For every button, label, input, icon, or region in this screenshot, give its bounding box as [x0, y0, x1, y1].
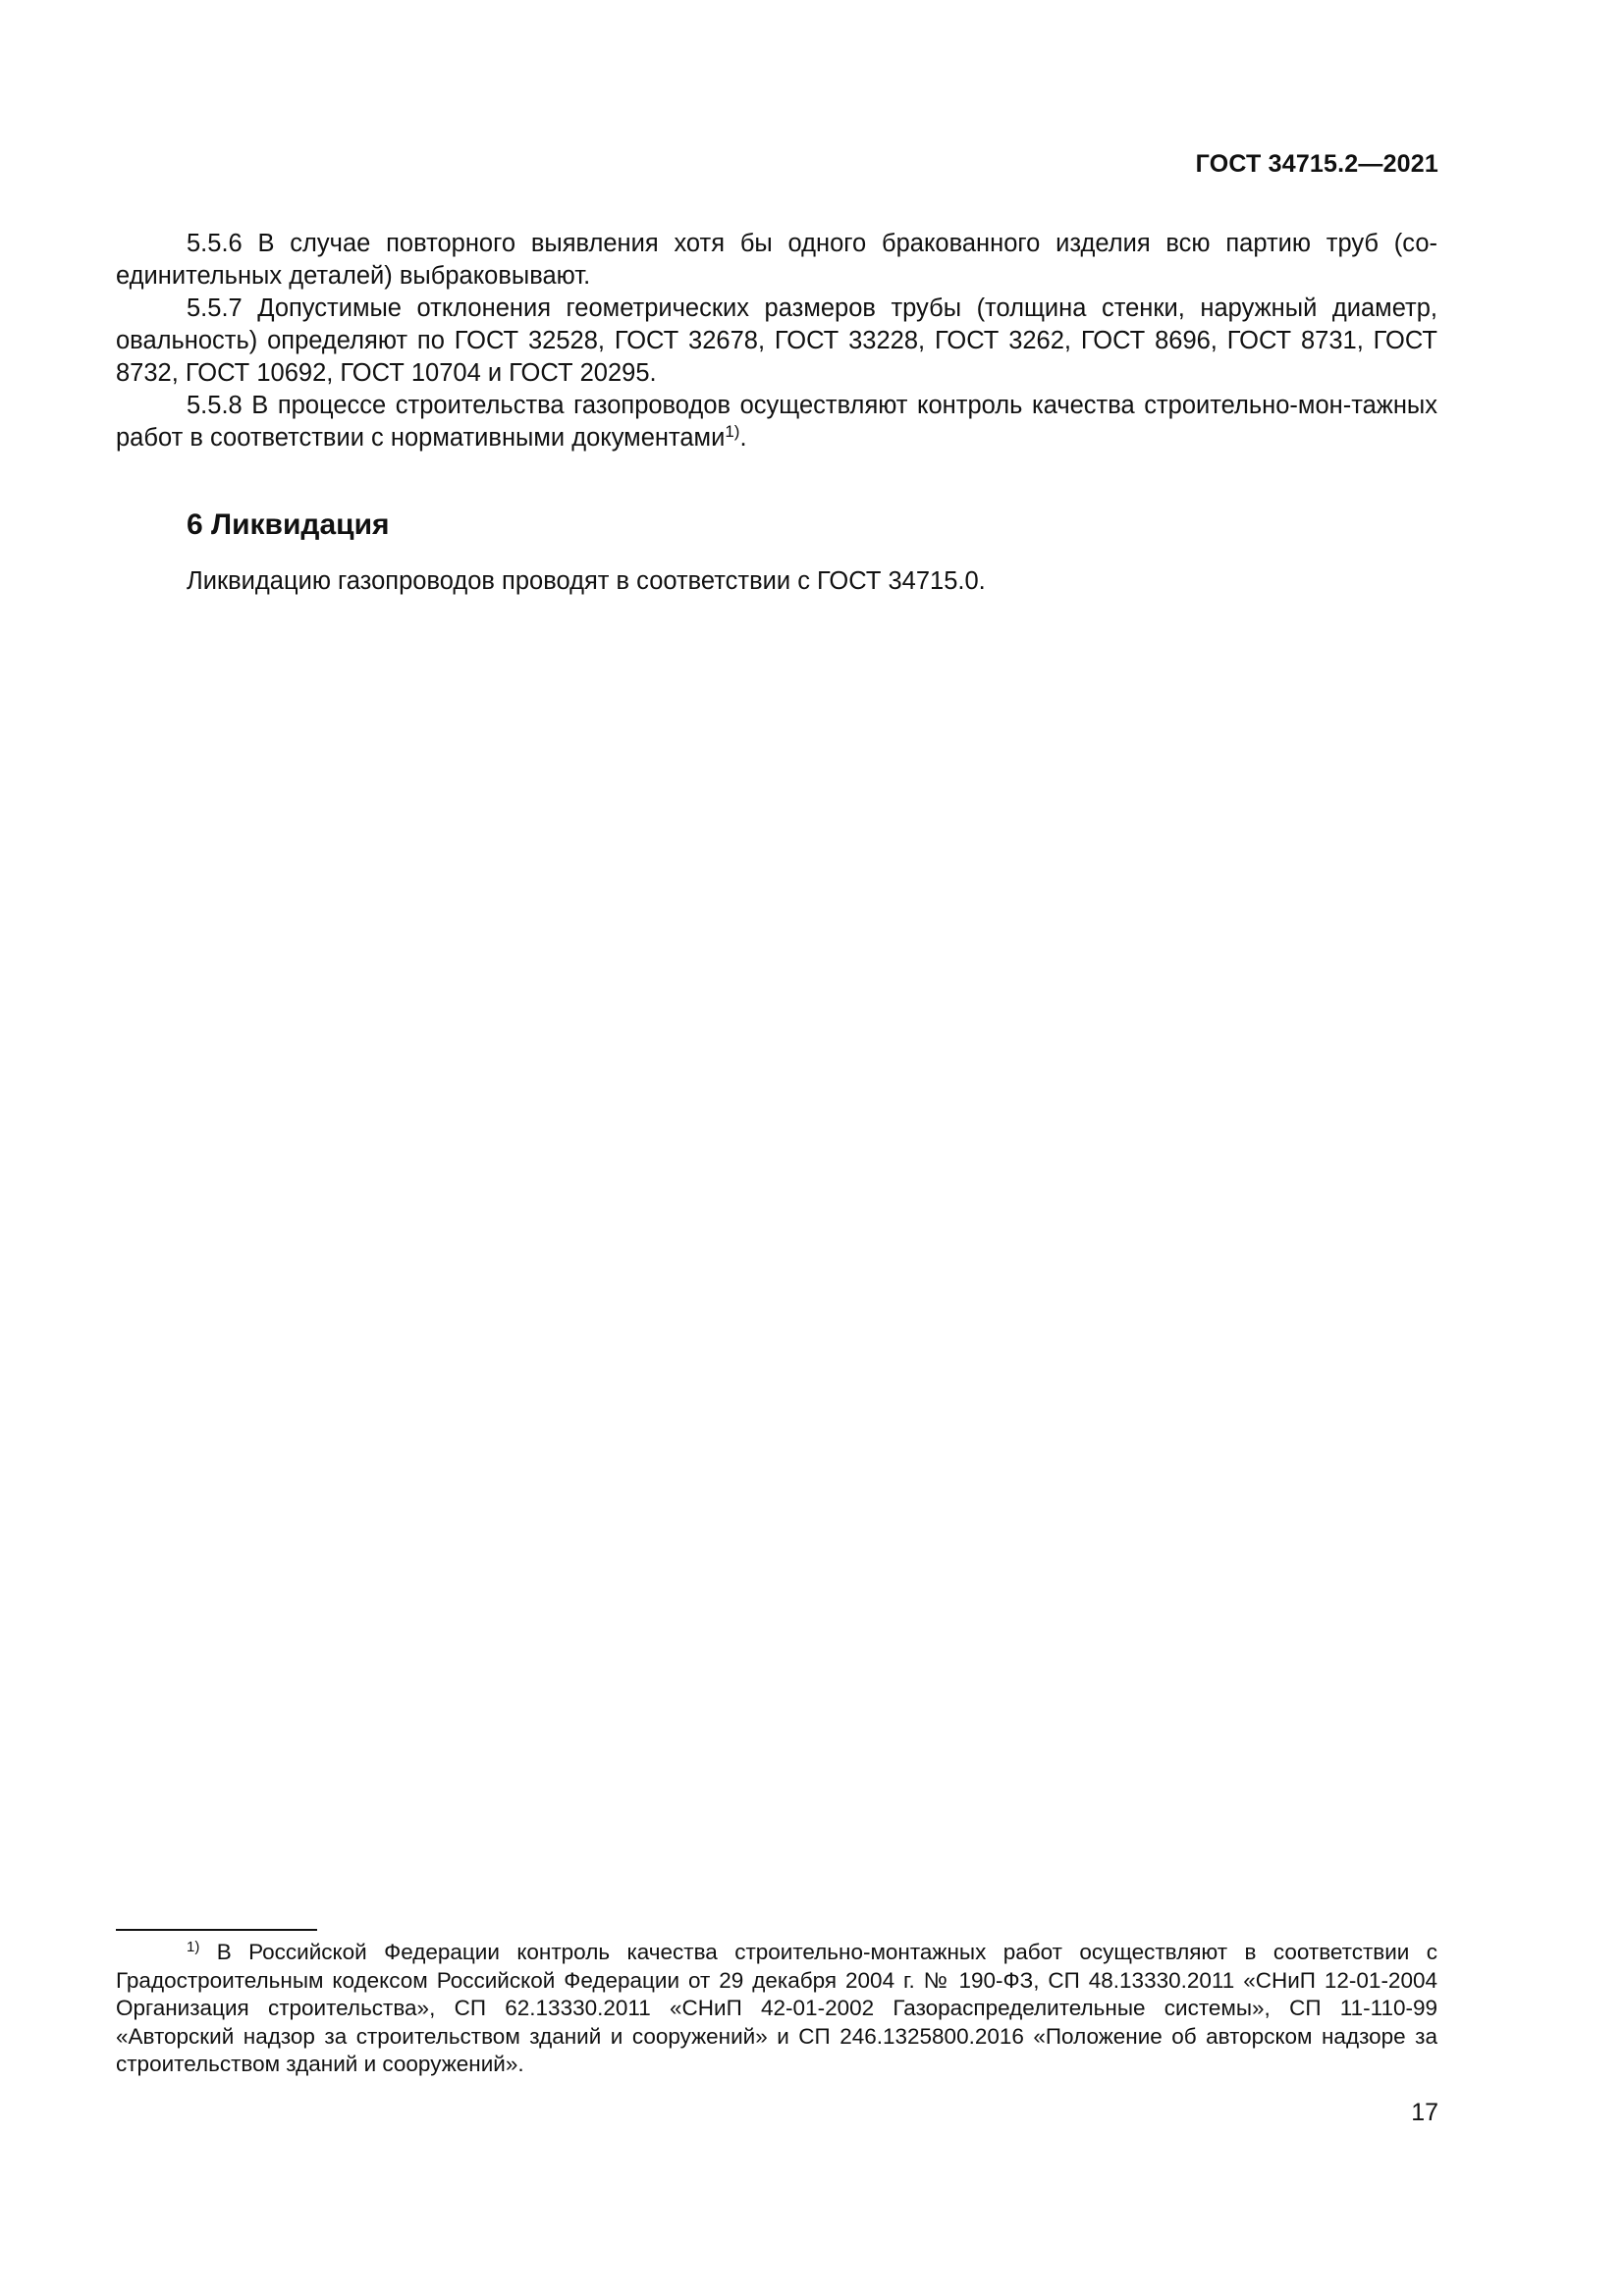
footnote: [116, 1939, 1437, 2079]
clause-5-5-8: [116, 390, 1437, 454]
page-number: 17: [1411, 2099, 1438, 2126]
section-heading: 6 Ликвидация: [187, 508, 390, 541]
footnote-text: В Российской Федерации контроль качества строительно-монтажных работ осуществляют в соответствии с Градостроительным кодексом Российской Федерации от 29 декабря 2004 г. № 190-ФЗ, СП 48.13330.2011 «СНиП 12-01-2004 Организация строительства», СП 62.13330.2011 «СНиП 42-01-2002 Газораспределительные системы», СП 11-110-99 «Авторский надзор за строительством зданий и сооружений» и СП 246.1325800.2016 «Положение об авторском надзоре за строительством зданий и сооружений».: [116, 1940, 1437, 2076]
clause-text: 5.5.7 Допустимые отклонения геометрических размеров трубы (толщина стенки, наружный диаметр, овальность) определяют по ГОСТ 32528, ГОСТ 32678, ГОСТ 33228, ГОСТ 3262, ГОСТ 8696, ГОСТ 8731, ГОСТ 8732, ГОСТ 10692, ГОСТ 10704 и ГОСТ 20295.: [116, 294, 1437, 387]
clause-tail: .: [739, 424, 747, 452]
clause-5-5-6: [116, 228, 1437, 293]
clause-5-5-7: [116, 293, 1437, 390]
clause-list: [116, 228, 1437, 454]
footnote-reference[interactable]: 1): [725, 422, 740, 441]
section-text: Ликвидацию газопроводов проводят в соответствии с ГОСТ 34715.0.: [187, 567, 986, 595]
clause-text: 5.5.6 В случае повторного выявления хотя бы одного бракованного изделия всю партию труб (со-единительных деталей) выбраковывают.: [116, 230, 1437, 290]
standard-code-header: ГОСТ 34715.2—2021: [1195, 150, 1438, 178]
footnote-divider: [116, 1929, 317, 1931]
clause-text: 5.5.8 В процессе строительства газопроводов осуществляют контроль качества строительно-мон-тажных работ в соответствии с нормативными документами: [116, 392, 1437, 452]
footnote-marker: 1): [187, 1939, 200, 1955]
